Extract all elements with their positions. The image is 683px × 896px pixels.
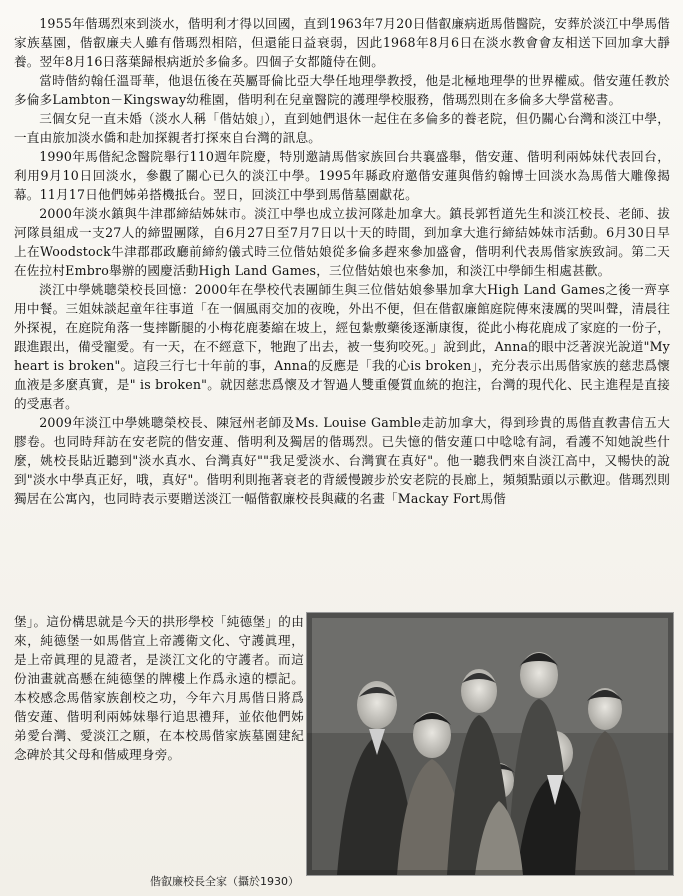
paragraph-2: 當時偕約翰任溫哥華，他退伍後在英屬哥倫比亞大學任地理學教授，他是北極地理學的世界權威。偕安蓮任教於多倫多Lambton－Kingsway幼稚園，偕明利在兒童醫院的護理學校服務，偕瑪烈則在多倫多大學當秘書。 — [14, 73, 670, 107]
wrap-paragraph: 堡」。這份構思就是今天的拱形學校「純德堡」的由來，純德堡一如馬偕宣上帝護衛文化、守護眞理，是上帝眞理的見證者，是淡江文化的守護者。而這份油畫就高懸在純德堡的牌樓上作爲永遠的標記。本校感念馬偕家族創校之功，今年六月馬偕日將爲偕安蓮、偕明利兩姊妹舉行追思禮拜，並依他們姊弟愛台灣、愛淡江之願，在本校馬偕家族墓園建紀念碑於其父母和偕威理身旁。 — [14, 614, 304, 762]
photo-caption: 偕叡廉校長全家（攝於1930） — [150, 875, 299, 888]
paragraph-7: 2009年淡江中學姚聰榮校長、陳冠州老師及Ms. Louise Gamble走訪加拿大，得到珍貴的馬偕直教書信五大膠卷。也同時拜訪在安老院的偕安蓮、偕明利及獨居的偕瑪烈。已失憶的偕安蓮口中唸唸有詞，看護不知她說些什麼，姚校長貼近聽到"淡水真水、台灣真好""我足愛淡水、台灣實在真好"。他一聽我們來自淡江高中，又暢快的說到"淡水中學真正好，哦，真好"。偕明利則拖著衰老的背緩慢踱步於安老院的長廊上，頻頻點頭以示歡迎。偕瑪烈則獨居在公寓內，也同時表示要贈送淡江一幅偕叡廉校長與藏的名畫「Mackay Fort馬偕 — [14, 415, 670, 506]
article-body — [14, 14, 670, 508]
family-photo-image — [307, 613, 673, 875]
photo-wrap-text — [14, 612, 304, 764]
family-photo — [306, 612, 674, 876]
paragraph-6: 淡江中學姚聰榮校長回憶：2000年在學校代表團師生與三位偕姑娘參畢加拿大High Land Games之後一齊享用中餐。三姐妹談起童年往事道「在一個風雨交加的夜晚，外出不便，但在偕叡廉館庭院傳來淒厲的哭叫聲，清晨往外探視，在庭院角落一隻摔斷腿的小梅花鹿萎縮在坡上，經包紮敷藥後逐漸康復，從此小梅花鹿成了家庭的一份子，跟進跟出，備受寵愛。有一天，在不經意下，牠跑了出去，被一隻狗咬死。」說到此，Anna的眼中泛著淚光說道"My heart is broken"。這段三行七十年前的事，Anna的反應是「我的心is broken」，充分表示出馬偕家族的慈悲爲懷血液是多麼真實，是" is broken"。就因慈悲爲懷及才智過人雙重優質血統的抱注，台灣的現代化、民主進程是直接的受惠者。 — [14, 282, 670, 411]
paragraph-1: 1955年偕瑪烈來到淡水，偕明利才得以回國，直到1963年7月20日偕叡廉病逝馬偕醫院，安葬於淡江中學馬偕家族墓園，偕叡廉夫人雖有偕瑪烈相陪，但還能日益衰弱，因此1968年8月6日在淡水教會會友相送下回加拿大靜養。翌年8月16日落葉歸根病逝於多倫多。四個子女都隨侍在側。 — [14, 16, 670, 69]
paragraph-4: 1990年馬偕紀念醫院舉行110週年院慶，特別邀請馬偕家族回台共襄盛舉，偕安蓮、偕明利兩姊妹代表回台，利用9月10日回淡水，參觀了關心已久的淡江中學。1995年縣政府邀偕安蓮與偕約翰博士回淡水為馬偕大雕像揭幕。11月17日他們姊弟搭機抵台。翌日，回淡江中學到馬偕墓園獻花。 — [14, 149, 670, 202]
paragraph-5: 2000年淡水鎮與牛津郡締結姊妹市。淡江中學也成立拔河隊赴加拿大。鎮長郭哲道先生和淡江校長、老師、拔河隊員組成一支27人的締盟團隊，自6月27日至7月7日以十天的時間，到加拿大進行締結姊妹市活動。6月30日早上在Woodstock牛津郡郡政廳前締約儀式時三位偕姑娘從多倫多趕來參加盛會，偕明利代表馬偕家族致詞。第二天在佐拉村Embro舉辦的國慶活動High Land Games，三位偕姑娘也來參加，和淡江中學師生相處甚歡。 — [14, 206, 670, 278]
paragraph-3: 三個女兒一直未婚（淡水人稱「偕姑娘」），直到她們退休一起住在多倫多的養老院，但仍關心台灣和淡江中學，一直由旅加淡水僑和赴加探親者打探來自台灣的訊息。 — [14, 111, 670, 145]
